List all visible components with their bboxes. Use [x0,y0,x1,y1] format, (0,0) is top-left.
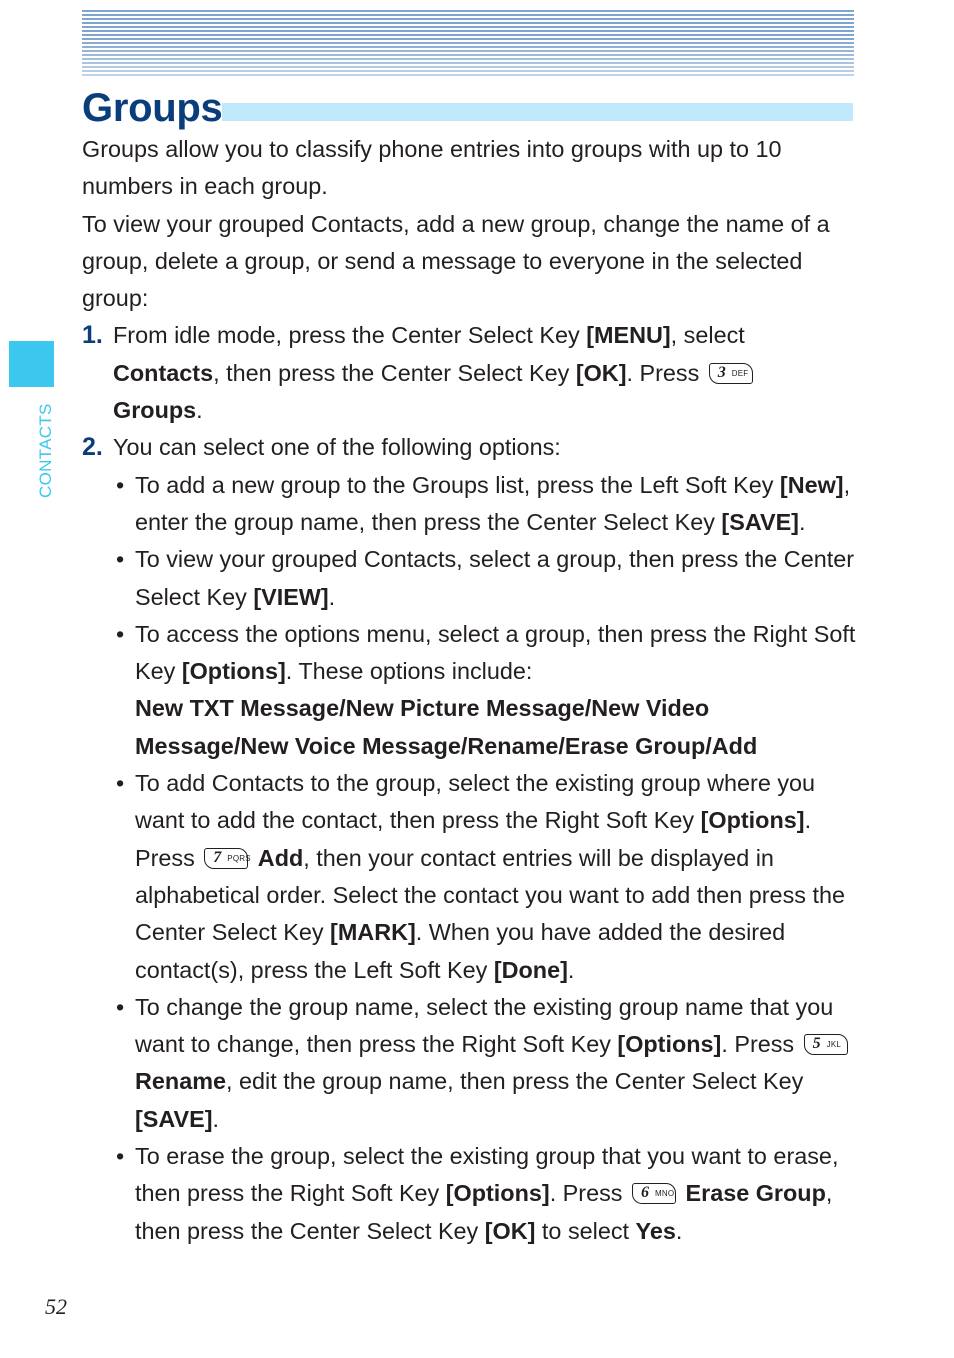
intro-paragraph-2: To view your grouped Contacts, add a new group, change the name of a group, delete a group, or send a message to everyone in the selected group: [82,210,830,312]
keypad-6-icon [632,1183,676,1204]
option-erase-group [116,1138,857,1250]
key-letters: JKL [826,1040,842,1050]
page-content [82,131,857,1250]
option-text: . [328,583,336,610]
option-text: , then press the Center Select Key [135,1180,833,1244]
key-label-options: [Options] [700,807,805,834]
key-label-menu: [MENU] [586,322,671,349]
key-label-mark: [MARK] [330,919,416,946]
key-digit: 6 [640,1184,649,1202]
option-text: . [675,1217,683,1244]
option-text: To access the options menu, select a group, then press the Right Soft Key [135,620,856,685]
key-label-view: [VIEW] [253,583,329,610]
key-label-ok: [OK] [484,1217,536,1244]
key-label-options: [Options] [181,658,286,685]
menu-item-yes: Yes [635,1217,676,1244]
options-list [116,467,857,1250]
menu-item-add: Add [257,844,304,871]
key-label-save: [SAVE] [135,1105,213,1132]
bullet-icon: • [116,770,125,797]
option-text: , enter the group name, then press the Center Select Key [135,471,851,535]
menu-item-erase-group: Erase Group [685,1180,826,1207]
key-digit: 3 [717,363,726,381]
bullet-icon: • [116,620,125,647]
option-text: . [798,508,806,535]
option-text: , edit the group name, then press the Center Select Key [226,1068,804,1095]
key-label-options: [Options] [617,1031,722,1058]
step-number: 1. [82,321,103,350]
option-add-group [116,467,857,542]
option-options-menu [116,616,857,765]
step-number: 2. [82,433,103,462]
option-text: To change the group name, select the existing group name that you want to change, then press the Right Soft Key [135,993,834,1058]
key-label-new: [New] [779,471,844,498]
keypad-7-icon [204,848,251,869]
header-stripes [82,10,854,78]
key-label-options: [Options] [445,1180,550,1207]
step-text: From idle mode, press the Center Select Key [113,322,587,349]
menu-item-groups: Groups [113,397,197,424]
step-text: . Press [626,359,706,386]
section-tab-marker [9,341,54,387]
menu-item-contacts: Contacts [113,359,214,386]
option-text: . Press [549,1180,629,1207]
option-text: , then your contact entries will be displayed in alphabetical order. Select the contact you want to add then press the Center Select Key [135,844,845,946]
key-label-ok: [OK] [575,359,627,386]
intro-paragraph-1: Groups allow you to classify phone entries into groups with up to 10 numbers in each group. [82,136,782,200]
bullet-icon: • [116,1143,125,1170]
key-digit: 5 [812,1035,821,1053]
key-label-save: [SAVE] [721,508,799,535]
step-text: You can select one of the following options: [113,434,561,461]
step-text: , then press the Center Select Key [213,359,576,386]
key-label-done: [Done] [493,956,568,983]
option-text: . When you have added the desired contact(s), press the Left Soft Key [135,919,786,983]
option-text: . [212,1105,220,1132]
options-menu-items: New TXT Message/New Picture Message/New Video Message/New Voice Message/Rename/Erase Group/Add [135,695,758,759]
keypad-5-icon [804,1034,848,1055]
option-add-contacts [116,765,857,989]
bullet-icon: • [116,471,125,498]
page-title: Groups [82,86,223,130]
option-view-group [116,541,857,616]
step-text: , select [670,322,745,349]
key-letters: DEF [731,368,749,378]
menu-item-rename: Rename [135,1068,227,1095]
step-2 [82,429,857,466]
bullet-icon: • [116,993,125,1020]
bullet-icon: • [116,546,125,573]
option-text: To view your grouped Contacts, select a group, then press the Center Select Key [135,546,855,610]
option-text: To add a new group to the Groups list, press the Left Soft Key [135,471,780,498]
option-text: To erase the group, select the existing group that you want to erase, then press the Right Soft Key [135,1143,839,1207]
step-1 [82,317,857,429]
option-text: to select [535,1217,636,1244]
key-digit: 7 [213,848,222,866]
page-number: 52 [45,1294,67,1319]
key-letters: PQRS [227,853,251,863]
option-text: To add Contacts to the group, select the existing group where you want to add the contact, then press the Right Soft Key [135,770,816,834]
keypad-3-icon [709,363,753,384]
title-underline-bar [222,103,853,121]
option-text: . These options include: [285,658,533,685]
option-text: . Press [721,1031,801,1058]
option-text: . [567,956,575,983]
option-text: . Press [135,807,812,871]
option-rename-group [116,989,857,1138]
section-tab-label: CONTACTS [36,403,55,498]
key-letters: MNO [654,1189,675,1199]
step-text: . [196,397,203,424]
